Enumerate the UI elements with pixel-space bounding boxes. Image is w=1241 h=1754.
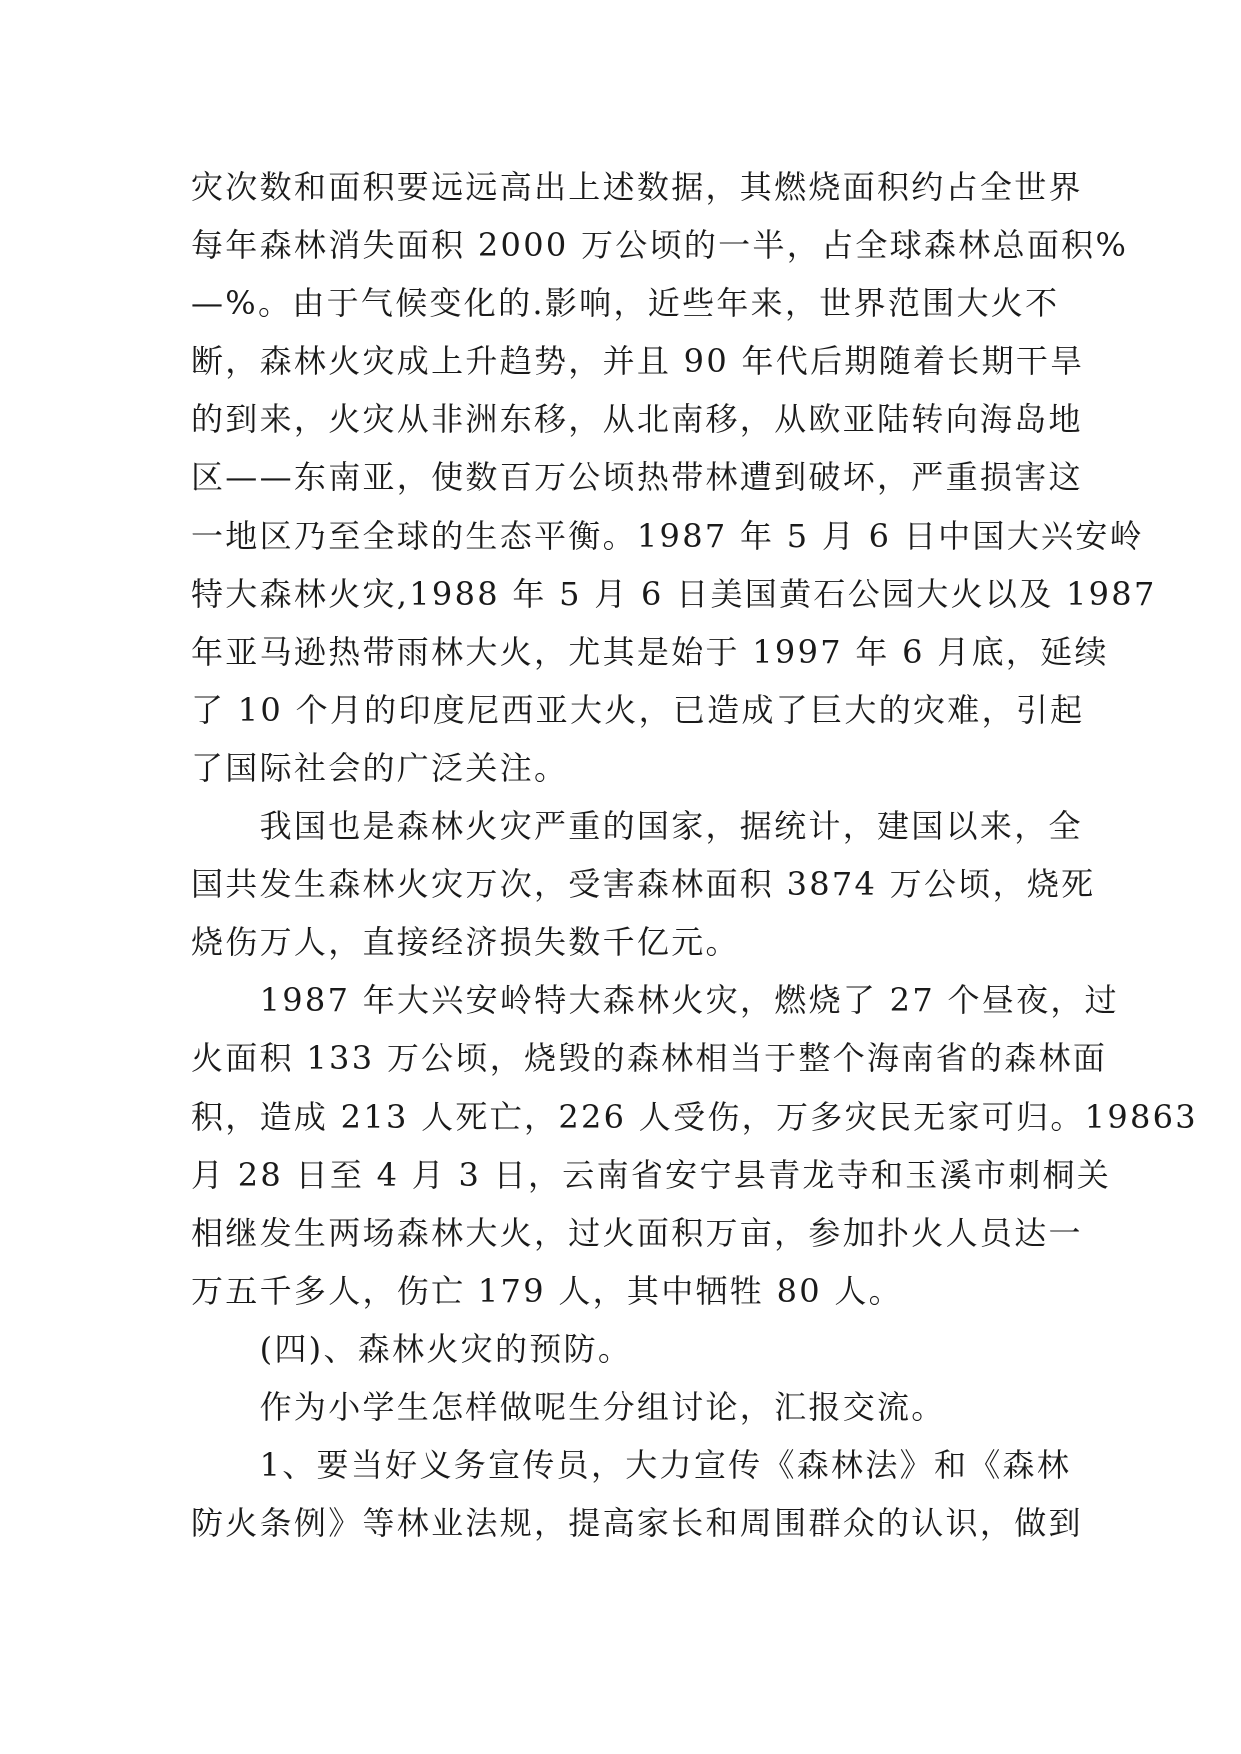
text-line: 相继发生两场森林大火，过火面积万亩，参加扑火人员达一 xyxy=(191,1213,1083,1252)
text-line: 区——东南亚，使数百万公顷热带林遭到破坏，严重损害这 xyxy=(191,458,1083,497)
text-line: 断，森林火灾成上升趋势，并且 90 年代后期随着长期干旱 xyxy=(191,342,1085,381)
text-line: 防火条例》等林业法规，提高家长和周围群众的认识，做到 xyxy=(191,1504,1083,1543)
text-line: 1987 年大兴安岭特大森林火灾，燃烧了 27 个昼夜，过 xyxy=(191,981,1119,1020)
text-line: 国共发生森林火灾万次，受害森林面积 3874 万公顷，烧死 xyxy=(191,865,1096,904)
text-line: 特大森林火灾,1988 年 5 月 6 日美国黄石公园大火以及 1987 xyxy=(191,574,1157,613)
text-line: 万五千多人，伤亡 179 人，其中牺牲 80 人。 xyxy=(191,1271,903,1310)
text-line: 的到来，火灾从非洲东移，从北南移，从欧亚陆转向海岛地 xyxy=(191,400,1083,439)
text-line: 每年森林消失面积 2000 万公顷的一半，占全球森林总面积% xyxy=(191,226,1129,265)
text-line: 了 10 个月的印度尼西亚大火，已造成了巨大的灾难，引起 xyxy=(191,690,1085,729)
text-line: 一地区乃至全球的生态平衡。1987 年 5 月 6 日中国大兴安岭 xyxy=(191,516,1144,555)
text-line: 1、要当好义务宣传员，大力宣传《森林法》和《森林 xyxy=(191,1446,1072,1485)
text-line: 我国也是森林火灾严重的国家，据统计，建国以来，全 xyxy=(191,807,1083,846)
text-line: 年亚马逊热带雨林大火，尤其是始于 1997 年 6 月底，延续 xyxy=(191,632,1109,671)
body-text xyxy=(191,158,1198,1552)
text-line: 积，造成 213 人死亡，226 人受伤，万多灾民无家可归。19863 xyxy=(191,1097,1198,1136)
text-line: 月 28 日至 4 月 3 日，云南省安宁县青龙寺和玉溪市刺桐关 xyxy=(191,1155,1112,1194)
text-line: 火面积 133 万公顷，烧毁的森林相当于整个海南省的森林面 xyxy=(191,1039,1108,1078)
text-line: 作为小学生怎样做呢生分组讨论，汇报交流。 xyxy=(191,1387,946,1426)
text-line: 了国际社会的广泛关注。 xyxy=(191,748,569,787)
text-line: 灾次数和面积要远远高出上述数据，其燃烧面积约占全世界 xyxy=(191,168,1083,206)
text-line: —%。由于气候变化的.影响，近些年来，世界范围大火不 xyxy=(191,284,1060,323)
text-line: 烧伤万人，直接经济损失数千亿元。 xyxy=(191,923,740,962)
text-line: (四)、森林火灾的预防。 xyxy=(191,1329,633,1368)
